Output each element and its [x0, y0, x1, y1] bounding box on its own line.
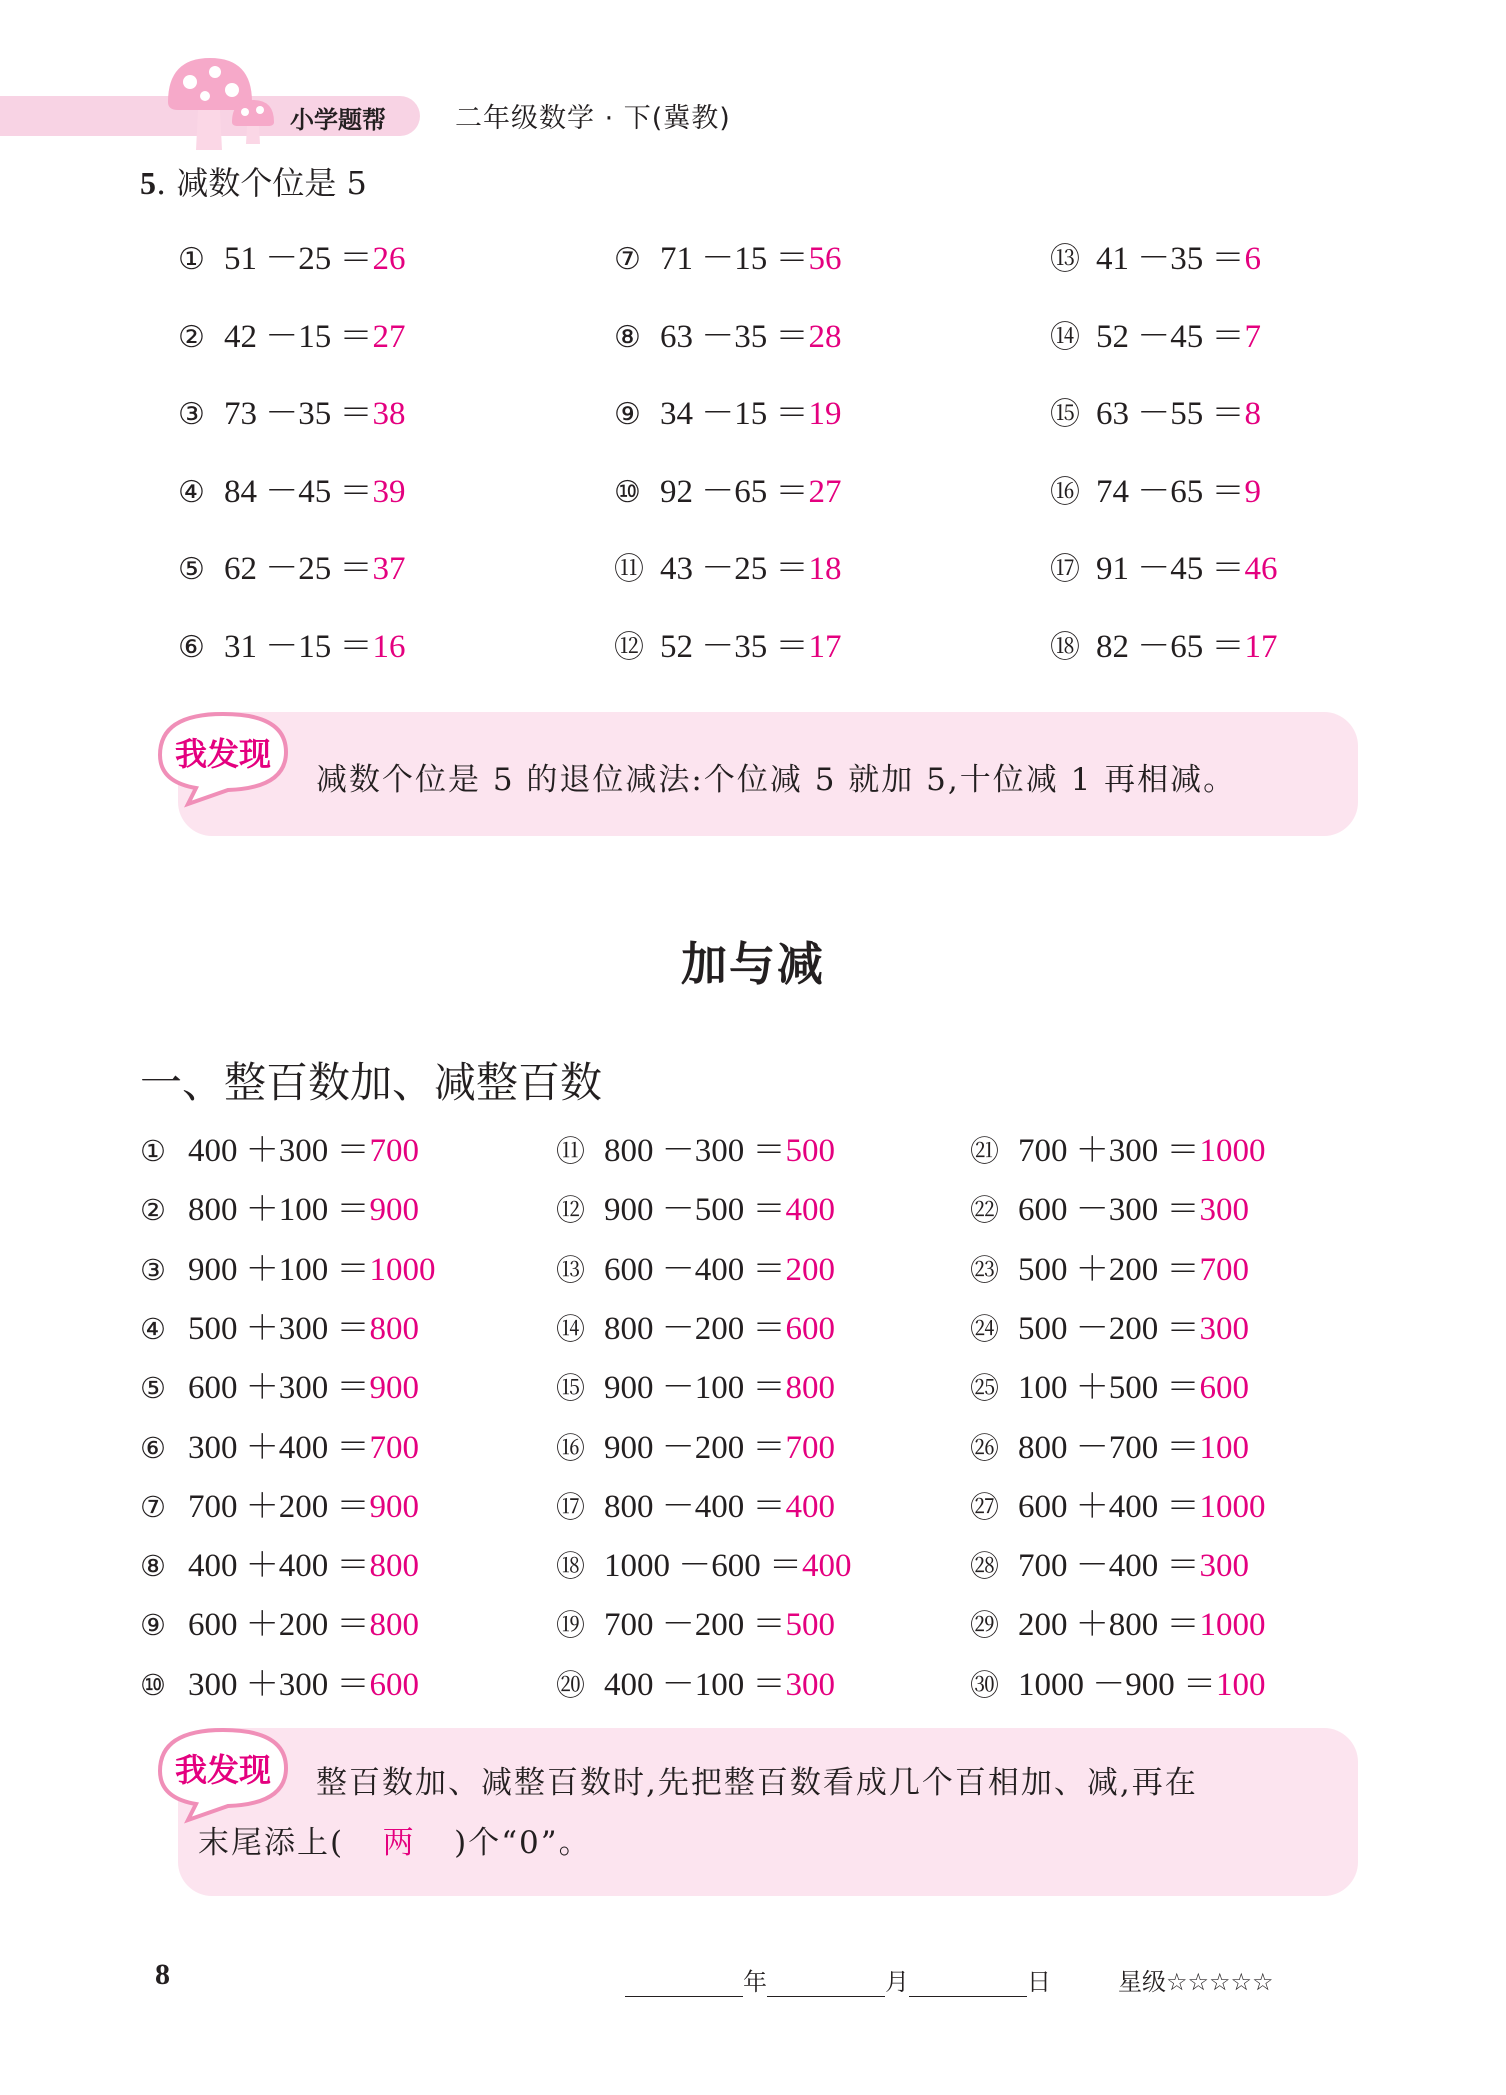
day-blank[interactable] [909, 1970, 1027, 1997]
exercise-item [140, 1302, 419, 1349]
exercise-item [556, 1480, 835, 1527]
page-number: 8 [155, 1958, 170, 1991]
exercise-number: ㉓ [970, 1252, 1000, 1287]
exercise-item [140, 1658, 419, 1705]
exercise-item [970, 1183, 1249, 1230]
exercise-item [140, 1243, 436, 1290]
exercise-item [178, 310, 406, 357]
exercise-answer: 100 [1216, 1666, 1266, 1703]
exercise-item [556, 1361, 835, 1408]
exercise-number: ㉘ [970, 1549, 1000, 1584]
exercise-item [140, 1183, 419, 1230]
discovery-badge-1 [148, 700, 298, 810]
exercise-answer: 7 [1244, 318, 1261, 355]
exercise-expression: 92 －65 ＝ [660, 473, 809, 510]
exercise-item [970, 1243, 1249, 1290]
exercise-answer: 8 [1244, 396, 1261, 432]
discovery-text-1: 减数个位是 5 的退位减法:个位减 5 就加 5,十位减 1 再相减。 [316, 762, 1237, 798]
section-1-title: 一、整百数加、减整百数 [140, 1058, 603, 1107]
exercise-answer: 26 [372, 241, 406, 277]
exercise-answer: 700 [1199, 1251, 1249, 1288]
exercise-expression: 51 －25 ＝ [224, 241, 373, 277]
exercise-answer: 1000 [1199, 1488, 1266, 1525]
exercise-item [140, 1421, 419, 1468]
section-number: 5 [140, 165, 156, 201]
badge-label: 我发现 [174, 735, 272, 773]
exercise-expression: 800 ＋100 ＝ [188, 1192, 370, 1229]
exercise-number: ⑦ [140, 1489, 166, 1524]
book-title: 二年级数学 · 下(冀教) [455, 103, 731, 134]
exercise-expression: 800 －400 ＝ [604, 1488, 786, 1525]
exercise-answer: 37 [372, 551, 406, 587]
exercise-item [178, 232, 406, 279]
exercise-expression: 71 －15 ＝ [660, 241, 809, 277]
exercise-number: ⑥ [178, 629, 205, 665]
exercise-number: ㉖ [970, 1430, 1000, 1465]
exercise-answer: 28 [808, 318, 842, 355]
exercise-item [1050, 465, 1261, 512]
exercise-number: ⑫ [614, 629, 644, 665]
exercise-number: ④ [178, 474, 205, 510]
exercise-number: ⑤ [140, 1371, 166, 1406]
exercise-number: ⑦ [614, 242, 641, 277]
exercise-answer: 17 [808, 628, 842, 665]
date-line [625, 1962, 1051, 1997]
star-rating: 星级☆☆☆☆☆ [1118, 1968, 1274, 1996]
exercise-item [140, 1361, 419, 1408]
exercise-expression: 800 －700 ＝ [1018, 1429, 1200, 1466]
exercise-expression: 52 －45 ＝ [1096, 318, 1245, 355]
exercise-number: ㉗ [970, 1489, 1000, 1524]
exercise-number: ⑲ [556, 1608, 586, 1643]
exercise-expression: 300 ＋400 ＝ [188, 1429, 370, 1466]
exercise-expression: 91 －45 ＝ [1096, 551, 1245, 587]
exercise-answer: 46 [1244, 551, 1278, 587]
exercise-expression: 84 －45 ＝ [224, 473, 373, 510]
exercise-number: ⑱ [556, 1549, 586, 1584]
exercise-item [970, 1302, 1249, 1349]
exercise-item [178, 620, 406, 667]
exercise-answer: 700 [369, 1133, 419, 1169]
exercise-answer: 900 [369, 1192, 419, 1229]
exercise-item [140, 1480, 419, 1527]
exercise-number: ⑫ [556, 1193, 586, 1228]
exercise-number: ⑤ [178, 552, 205, 587]
exercise-expression: 100 ＋500 ＝ [1018, 1370, 1200, 1407]
exercise-item [614, 465, 842, 512]
exercise-expression: 500 －200 ＝ [1018, 1310, 1200, 1347]
exercise-number: ⑯ [556, 1430, 586, 1465]
exercise-number: ㉒ [970, 1193, 1000, 1228]
exercise-answer: 200 [785, 1251, 835, 1288]
exercise-expression: 900 ＋100 ＝ [188, 1251, 370, 1288]
exercise-answer: 800 [369, 1310, 419, 1347]
exercise-answer: 19 [808, 396, 842, 432]
exercise-expression: 600 ＋400 ＝ [1018, 1488, 1200, 1525]
section-5-title [140, 158, 367, 204]
exercise-answer: 27 [372, 318, 406, 355]
exercise-answer: 18 [808, 551, 842, 587]
exercise-answer: 38 [372, 396, 406, 432]
exercise-expression: 700 ＋200 ＝ [188, 1488, 370, 1525]
exercise-expression: 600 ＋200 ＝ [188, 1607, 370, 1644]
exercise-number: ⑮ [1050, 397, 1080, 432]
exercise-expression: 62 －25 ＝ [224, 551, 373, 587]
exercise-expression: 31 －15 ＝ [224, 628, 373, 665]
exercise-number: ② [178, 319, 205, 355]
exercise-expression: 82 －65 ＝ [1096, 628, 1245, 665]
exercise-number: ⑱ [1050, 629, 1080, 665]
exercise-item [556, 1124, 835, 1171]
exercise-answer: 300 [1199, 1310, 1249, 1347]
discovery-badge-2 [148, 1716, 298, 1826]
exercise-item [614, 310, 842, 357]
exercise-answer: 800 [369, 1607, 419, 1644]
small-mushroom-icon [228, 96, 278, 146]
exercise-answer: 400 [802, 1548, 852, 1585]
exercise-number: ⑪ [614, 552, 644, 587]
exercise-expression: 74 －65 ＝ [1096, 473, 1245, 510]
exercise-item [970, 1480, 1266, 1527]
exercise-number: ㉙ [970, 1608, 1000, 1643]
exercise-number: ⑨ [614, 397, 641, 432]
exercise-answer: 300 [1199, 1548, 1249, 1585]
exercise-expression: 900 －200 ＝ [604, 1429, 786, 1466]
exercise-number: ① [140, 1134, 166, 1168]
main-title: 加与减 [681, 937, 825, 991]
exercise-answer: 6 [1244, 241, 1261, 277]
exercise-expression: 700 －200 ＝ [604, 1607, 786, 1644]
badge-label: 我发现 [174, 1751, 272, 1789]
year-blank[interactable] [625, 1970, 743, 1997]
month-label: 月 [885, 1968, 909, 1996]
fill-blank-suffix: )个“0”。 [454, 1825, 592, 1861]
exercise-number: ① [178, 242, 205, 277]
exercise-item [1050, 620, 1278, 667]
exercise-expression: 42 －15 ＝ [224, 318, 373, 355]
exercise-item [970, 1124, 1266, 1171]
exercise-number: ⑯ [1050, 474, 1080, 510]
exercise-answer: 400 [785, 1488, 835, 1525]
exercise-number: ⑨ [140, 1608, 166, 1643]
year-label: 年 [743, 1968, 767, 1996]
fill-blank-prefix: 末尾添上( [198, 1825, 345, 1861]
exercise-answer: 700 [369, 1429, 419, 1466]
exercise-number: ⑧ [614, 319, 641, 355]
exercise-answer: 400 [785, 1192, 835, 1229]
exercise-answer: 17 [1244, 628, 1278, 665]
exercise-answer: 300 [1199, 1192, 1249, 1229]
exercise-number: ② [140, 1193, 166, 1228]
exercise-expression: 500 ＋200 ＝ [1018, 1251, 1200, 1288]
exercise-expression: 800 －200 ＝ [604, 1310, 786, 1347]
exercise-number: ⑪ [556, 1134, 586, 1168]
exercise-expression: 900 －100 ＝ [604, 1370, 786, 1407]
exercise-expression: 600 －400 ＝ [604, 1251, 786, 1288]
exercise-answer: 1000 [1199, 1607, 1266, 1644]
exercise-item [556, 1658, 835, 1705]
exercise-answer: 9 [1244, 473, 1261, 510]
fill-blank-answer: 两 [382, 1825, 416, 1861]
exercise-number: ㉕ [970, 1371, 1000, 1406]
exercise-item [178, 465, 406, 512]
exercise-answer: 900 [369, 1370, 419, 1407]
day-label: 日 [1027, 1968, 1051, 1996]
exercise-item [1050, 232, 1261, 279]
exercise-expression: 63 －55 ＝ [1096, 396, 1245, 432]
exercise-item [970, 1361, 1249, 1408]
exercise-item [614, 620, 842, 667]
exercise-number: ⑥ [140, 1430, 166, 1465]
month-blank[interactable] [767, 1970, 885, 1997]
exercise-item [140, 1598, 419, 1645]
exercise-answer: 800 [785, 1370, 835, 1407]
exercise-number: ㉔ [970, 1311, 1000, 1346]
exercise-answer: 500 [785, 1133, 835, 1169]
exercise-number: ⑳ [556, 1667, 586, 1702]
exercise-item [178, 542, 406, 589]
exercise-item [556, 1302, 835, 1349]
exercise-answer: 39 [372, 473, 406, 510]
exercise-expression: 34 －15 ＝ [660, 396, 809, 432]
exercise-number: ⑭ [556, 1311, 586, 1346]
exercise-item [556, 1183, 835, 1230]
exercise-answer: 800 [369, 1548, 419, 1585]
exercise-expression: 800 －300 ＝ [604, 1133, 786, 1169]
exercise-expression: 73 －35 ＝ [224, 396, 373, 432]
exercise-item [1050, 387, 1261, 434]
exercise-expression: 900 －500 ＝ [604, 1192, 786, 1229]
exercise-item [556, 1243, 835, 1290]
exercise-expression: 63 －35 ＝ [660, 318, 809, 355]
exercise-item [970, 1598, 1266, 1645]
exercise-expression: 500 ＋300 ＝ [188, 1310, 370, 1347]
exercise-expression: 52 －35 ＝ [660, 628, 809, 665]
brand-name: 小学题帮 [290, 106, 386, 134]
exercise-expression: 700 －400 ＝ [1018, 1548, 1200, 1585]
exercise-number: ⑭ [1050, 319, 1080, 355]
exercise-item [556, 1421, 835, 1468]
exercise-expression: 1000 －600 ＝ [604, 1548, 802, 1585]
exercise-item [140, 1539, 419, 1586]
exercise-answer: 600 [785, 1310, 835, 1347]
exercise-number: ⑬ [1050, 242, 1080, 277]
exercise-number: ⑩ [614, 474, 641, 510]
exercise-item [970, 1539, 1249, 1586]
exercise-answer: 1000 [369, 1251, 436, 1288]
exercise-answer: 100 [1199, 1429, 1249, 1466]
exercise-number: ④ [140, 1311, 166, 1346]
exercise-number: ⑰ [1050, 552, 1080, 587]
exercise-answer: 300 [785, 1666, 835, 1703]
exercise-item [970, 1421, 1249, 1468]
exercise-expression: 200 ＋800 ＝ [1018, 1607, 1200, 1644]
exercise-answer: 1000 [1199, 1133, 1266, 1169]
exercise-number: ⑰ [556, 1489, 586, 1524]
exercise-expression: 43 －25 ＝ [660, 551, 809, 587]
exercise-expression: 300 ＋300 ＝ [188, 1666, 370, 1703]
exercise-expression: 400 －100 ＝ [604, 1666, 786, 1703]
exercise-answer: 600 [1199, 1370, 1249, 1407]
exercise-expression: 700 ＋300 ＝ [1018, 1133, 1200, 1169]
exercise-expression: 1000 －900 ＝ [1018, 1666, 1216, 1703]
exercise-number: ③ [140, 1252, 166, 1287]
exercise-expression: 600 ＋300 ＝ [188, 1370, 370, 1407]
exercise-answer: 27 [808, 473, 842, 510]
exercise-expression: 400 ＋300 ＝ [188, 1133, 370, 1169]
exercise-item [1050, 310, 1261, 357]
exercise-number: ⑧ [140, 1549, 166, 1584]
exercise-item [1050, 542, 1278, 589]
exercise-item [614, 542, 842, 589]
exercise-item [614, 387, 842, 434]
exercise-answer: 16 [372, 628, 406, 665]
exercise-item [614, 232, 842, 279]
exercise-number: ⑩ [140, 1667, 166, 1702]
exercise-item [970, 1658, 1266, 1705]
exercise-expression: 600 －300 ＝ [1018, 1192, 1200, 1229]
exercise-expression: 41 －35 ＝ [1096, 241, 1245, 277]
exercise-item [140, 1124, 419, 1171]
exercise-number: ⑬ [556, 1252, 586, 1287]
exercise-number: ③ [178, 397, 205, 432]
exercise-answer: 56 [808, 241, 842, 277]
exercise-number: ㉑ [970, 1134, 1000, 1168]
exercise-expression: 400 ＋400 ＝ [188, 1548, 370, 1585]
exercise-answer: 600 [369, 1666, 419, 1703]
exercise-item [556, 1598, 835, 1645]
exercise-number: ⑮ [556, 1371, 586, 1406]
exercise-item [178, 387, 406, 434]
exercise-answer: 900 [369, 1488, 419, 1525]
section-title-text: . 减数个位是 5 [156, 164, 367, 202]
exercise-answer: 500 [785, 1607, 835, 1644]
exercise-answer: 700 [785, 1429, 835, 1466]
discovery-text-2-line-1: 整百数加、减整百数时,先把整百数看成几个百相加、减,再在 [316, 1765, 1198, 1801]
exercise-number: ㉚ [970, 1667, 1000, 1702]
exercise-item [556, 1539, 852, 1586]
discovery-text-2-line-2 [198, 1815, 592, 1871]
